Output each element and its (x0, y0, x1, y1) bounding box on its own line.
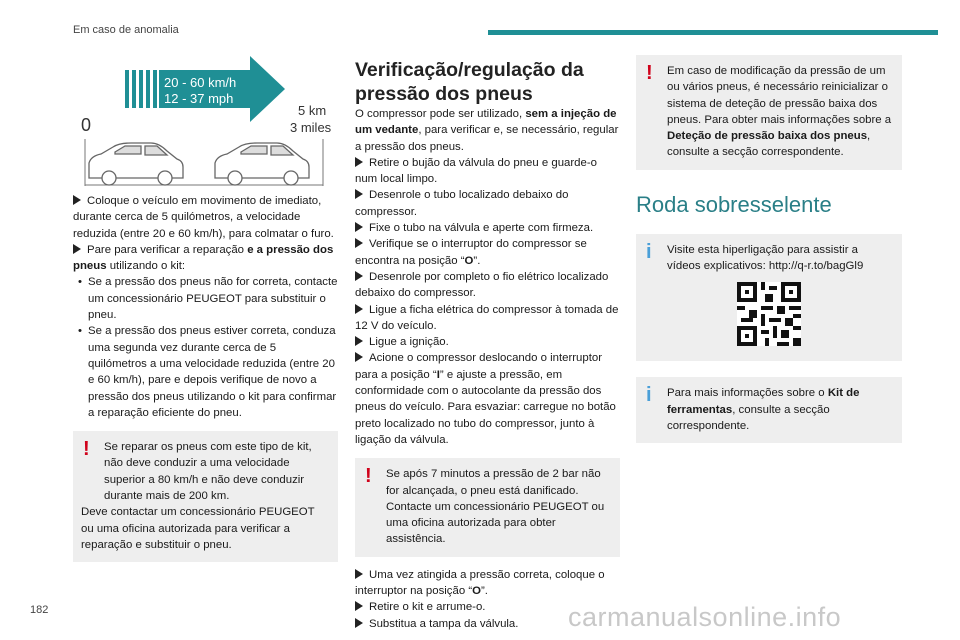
step-arrow-icon (355, 222, 363, 232)
header-title: Em caso de anomalia (73, 24, 179, 36)
sub-bullet-1: • Se a pressão dos pneus não for correta, contacte um concessionário PEUGEOT para substituir o pneu. (78, 276, 338, 322)
step: Ligue a ignição. (355, 334, 620, 350)
warning-icon: ! (83, 438, 90, 461)
start-label: 0 (81, 115, 92, 135)
step-arrow-icon (355, 601, 363, 611)
step: Retire o bujão da válvula do pneu e guarde-o num local limpo. (355, 156, 597, 186)
info-icon: i (646, 384, 652, 407)
column-middle (355, 58, 620, 632)
speed-stripe (132, 70, 136, 108)
warning-box: ! Em caso de modificação da pressão de um ou vários pneus, é necessário reinicializar o sistema de deteção de pressão baixa dos pneus. Para obter mais informações sobre a Deteção de pressão baixa dos pneus, consulte a secção correspondente. (636, 55, 902, 170)
step: Ligue a ficha elétrica do compressor à tomada de 12 V do veículo. (355, 303, 619, 332)
intro-text: O compressor pode ser utilizado, sem a injeção de um vedante, para verificar e, se necessário, regular a pressão dos pneus. (355, 108, 619, 153)
step-arrow-icon (73, 244, 81, 254)
speed-mph-label: 12 - 37 mph (164, 91, 234, 106)
section-title: Verificação/regulação da pressão dos pneus (355, 59, 584, 105)
sub-bullet-2: • Se a pressão dos pneus estiver correta, conduza uma segunda vez durante cerca de 5 quilómetros a uma velocidade reduzida (entre 20 e 60 km/h), pare e depois verifique de novo a pressão dos pneus utilizando o kit para confirmar a reparação eficiente do pneu. (78, 325, 337, 419)
info-box-tools: i Para mais informações sobre o Kit de ferramentas, consulte a secção correspondente. (636, 377, 902, 443)
info-box-video: i Visite esta hiperligação para assistir a vídeos explicativos: http://q-r.to/bagGl9 (636, 234, 902, 362)
info-icon: i (646, 240, 652, 263)
step-arrow-icon (355, 336, 363, 346)
speed-stripe (139, 70, 143, 108)
qr-code-icon (737, 282, 801, 346)
step-arrow-icon (355, 238, 363, 248)
page-number: 182 (30, 604, 49, 616)
watermark: carmanualsonline.info (568, 602, 842, 632)
step-arrow-icon (355, 271, 363, 281)
step: Uma vez atingida a pressão correta, coloque o interruptor na posição “O”. (355, 568, 605, 598)
step: Desenrole o tubo localizado debaixo do compressor. (355, 189, 569, 218)
distance-miles-label: 3 miles (290, 120, 332, 135)
speed-distance-diagram (73, 55, 338, 190)
step-arrow-icon (355, 569, 363, 579)
column-right (636, 55, 902, 443)
step-arrow-icon (355, 352, 363, 362)
speed-kmh-label: 20 - 60 km/h (164, 75, 237, 90)
step: Acione o compressor deslocando o interruptor para a posição “I” e ajuste a pressão, em conformidade com o autocolante da pressão dos pneus do veículo. Para esvaziar: carregue no botão preto localizado no tubo do compressor, junto à ligação da válvula. (355, 352, 616, 446)
speed-stripe (153, 70, 157, 108)
column-left (73, 193, 338, 562)
step-arrow-icon (355, 157, 363, 167)
step-arrow-icon (355, 189, 363, 199)
header-accent-bar (488, 30, 938, 35)
step: Retire o kit e arrume-o. (355, 599, 620, 615)
warning-box: ! Se após 7 minutos a pressão de 2 bar não for alcançada, o pneu está danificado. Contacte um concessionário PEUGEOT ou uma oficina autorizada para obter assistência. (355, 458, 620, 556)
step-arrow-icon (355, 618, 363, 628)
step-arrow-icon (73, 195, 81, 205)
car-icon (215, 143, 309, 185)
step: Substitua a tampa da válvula. (355, 616, 620, 632)
warning-icon: ! (646, 62, 653, 84)
step: Verifique se o interruptor do compressor se encontra na posição “O”. (355, 238, 587, 267)
step: Desenrole por completo o fio elétrico localizado debaixo do compressor. (355, 270, 609, 300)
warning-box: ! Se reparar os pneus com este tipo de kit, não deve conduzir a uma velocidade superior a 80 km/h e não deve conduzir durante mais de 200 km. Deve contactar um concessionário PEUGEOT ou uma oficina autorizada para verificar a reparação e substituir o pneu. (73, 431, 338, 562)
step: Fixe o tubo na válvula e aperte com firmeza. (355, 220, 620, 236)
step-arrow-icon (355, 304, 363, 314)
distance-km-label: 5 km (298, 103, 327, 118)
spare-wheel-title: Roda sobresselente (636, 191, 832, 217)
car-icon (89, 143, 183, 185)
speed-stripe (146, 70, 150, 108)
speed-stripe (125, 70, 129, 108)
step-1: Coloque o veículo em movimento de imediato, durante cerca de 5 quilómetros, a velocidade reduzida (entre 20 e 60 km/h), para colmatar o furo. (73, 195, 334, 240)
step-2: Pare para verificar a reparação e a pressão dos pneus utilizando o kit: (73, 243, 334, 273)
warning-icon: ! (365, 465, 372, 488)
